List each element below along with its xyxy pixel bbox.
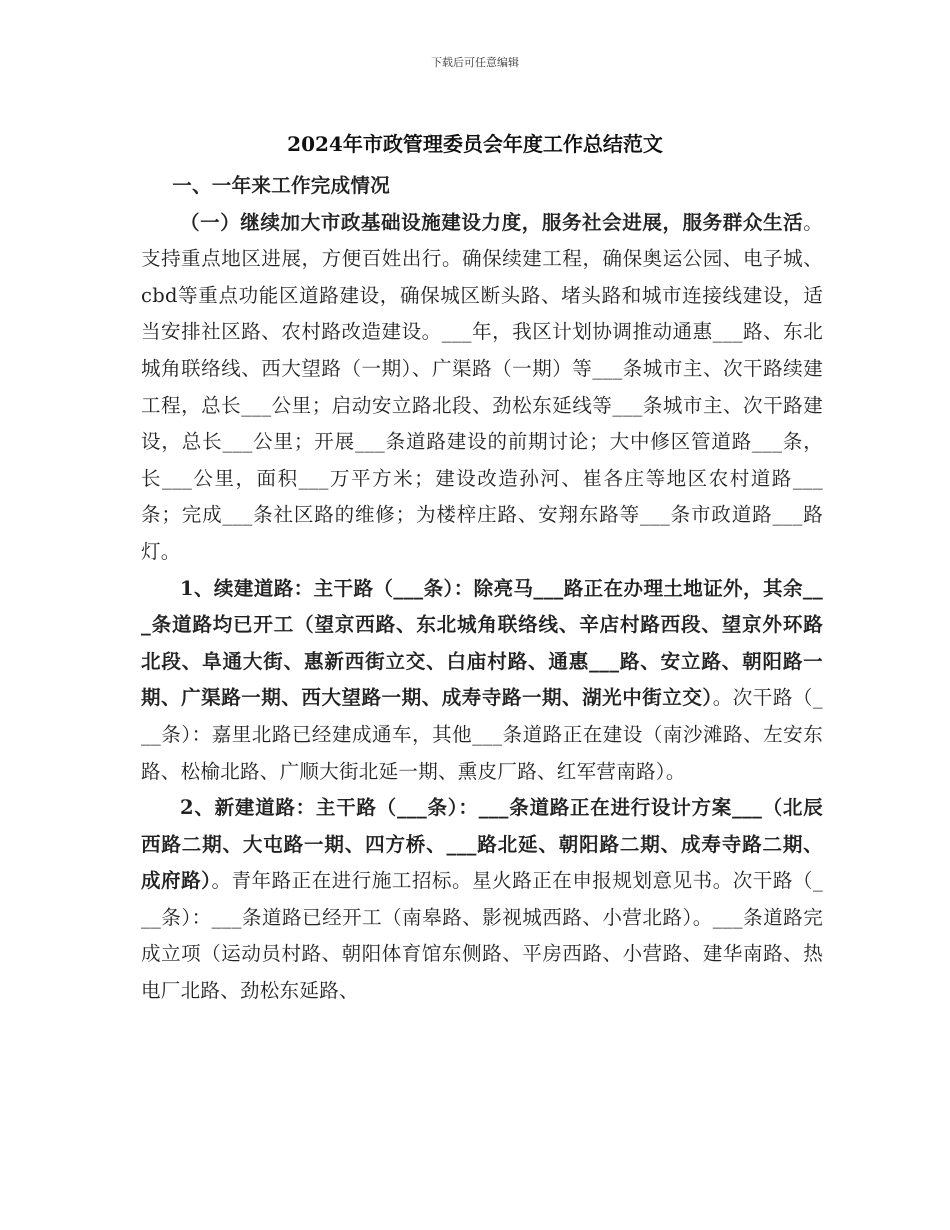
document-title: 2024年市政管理委员会年度工作总结范文 [287,132,663,156]
paragraph-3-lead: 2、新建道路：主干路（___条）：___条道路正在进行设计方案___（北辰西路二期、大屯路一期、四方桥、___路北延、朝阳路二期、成寿寺路二期、成府路） [141,796,823,893]
document-body [141,168,823,1010]
paragraph-1 [141,205,823,571]
paragraph-2 [141,571,823,791]
page-header-note: 下载后可任意编辑 [431,56,519,69]
paragraph-1-lead: （一）继续加大市政基础设施建设力度，服务社会进展，服务群众生活 [180,210,804,234]
paragraph-3 [141,790,823,1010]
paragraph-3-text: 。青年路正在进行施工招标。星火路正在申报规划意见书。次干路（___条）：___条道路已经开工（南皋路、影视城西路、小营北路）。___条道路完成立项（运动员村路、朝阳体育馆东侧路、平房西路、小营路、建华南路、热电厂北路、劲松东延路、 [141,869,823,1003]
paragraph-2-text: 。次干路（___条）：嘉里北路已经建成通车，其他___条道路正在建设（南沙滩路、左安东路、松榆北路、广顺大街北延一期、熏皮厂路、红军营南路）。 [141,686,823,783]
paragraph-1-text: 。支持重点地区进展，方便百姓出行。确保续建工程，确保奥运公园、电子城、cbd等重点功能区道路建设，确保城区断头路、堵头路和城市连接线建设，适当安排社区路、农村路改造建设。___年，我区计划协调推动通惠___路、东北城角联络线、西大望路（一期）、广渠路（一期）等___条城市主、次干路续建工程，总长___公里；启动安立路北段、劲松东延线等___条城市主、次干路建设，总长___公里；开展___条道路建设的前期讨论；大中修区管道路___条，长___公里，面积___万平方米；建设改造孙河、崔各庄等地区农村道路___条；完成___条社区路的维修；为楼梓庄路、安翔东路等___条市政道路___路灯。 [141,210,823,563]
section-heading: 一、一年来工作完成情况 [172,174,390,197]
paragraph-2-lead: 1、续建道路：主干路（___条）：除亮马___路正在办理土地证外，其余___条道路均已开工（望京西路、东北城角联络线、辛店村路西段、望京外环路北段、阜通大街、惠新西街立交、白庙村路、通惠___路、安立路、朝阳路一期、广渠路一期、西大望路一期、成寿寺路一期、湖光中街立交） [141,576,823,710]
